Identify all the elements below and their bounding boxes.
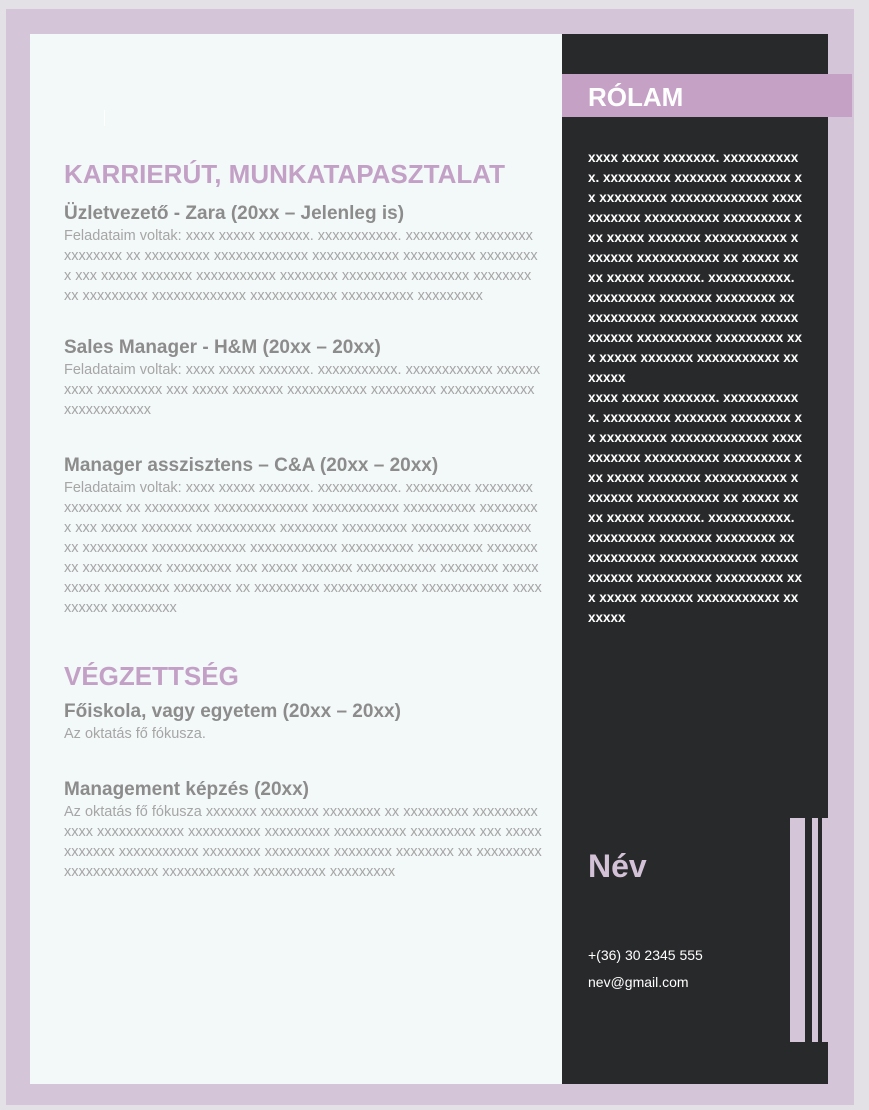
about-paragraph: xxxx xxxxx xxxxxxx. xxxxxxxxxxx. xxxxxxxxx xxxxxxx xxxxxxxx xx xxxxxxxxx xxxxxxxxxxxxx xxxxxxxxxxx xxxxxxxxxx xxxxxxxxx xxx xxxxx xxxxxxx xxxxxxxxxxx xxxxxxx xxxxxxxxxxx xx xxxxx xxxx xxxxx xxxxxxx. xxxxxxxxxxx. xxxxxxxxx xxxxxxx xxxxxxxx xx xxxxxxxxx xxxxxxxxxxxxx xxxxxxxxxxx xxxxxxxxxx xxxxxxxxx xxx xxxxx xxxxxxx xxxxxxxxxxx xxxxxxx bbox=[588, 150, 802, 385]
sidebar-panel-tail bbox=[790, 1042, 828, 1084]
job-entry bbox=[64, 202, 542, 306]
education-entry bbox=[64, 700, 542, 744]
about-paragraph: xxxx xxxxx xxxxxxx. xxxxxxxxxxx. xxxxxxxxx xxxxxxx xxxxxxxx xx xxxxxxxxx xxxxxxxxxxxxx xxxxxxxxxxx xxxxxxxxxx xxxxxxxxx xxx xxxxx xxxxxxx xxxxxxxxxxx xxxxxxx xxxxxxxxxxx xx xxxxx xxxx xxxxx xxxxxxx. xxxxxxxxxxx. xxxxxxxxx xxxxxxx xxxxxxxx xx xxxxxxxxx xxxxxxxxxxxxx xxxxxxxxxxx xxxxxxxxxx xxxxxxxxx xxx xxxxx xxxxxxx xxxxxxxxxxx xxxxxxx bbox=[588, 390, 802, 625]
phone-number: +(36) 30 2345 555 bbox=[588, 947, 703, 963]
education-description: Az oktatás fő fókusza. bbox=[64, 726, 206, 742]
about-text bbox=[588, 148, 803, 628]
about-heading: RÓLAM bbox=[588, 82, 684, 112]
education-title: Főiskola, vagy egyetem (20xx – 20xx) bbox=[64, 701, 401, 722]
education-entry bbox=[64, 778, 542, 882]
person-name: Név bbox=[588, 848, 647, 884]
sidebar-stripe bbox=[805, 818, 812, 1042]
job-description: Feladataim voltak: xxxx xxxxx xxxxxxx. xxxxxxxxxxx. xxxxxxxxxxxx xxxxxxxxxx xxxxxxxxx xxx xxxxx xxxxxxx xxxxxxxxxxx xxxxxxxxx xxxxxxxxxxxxx xxxxxxxxxxxx bbox=[64, 362, 541, 418]
education-description: Az oktatás fő fókusza xxxxxxx xxxxxxxx xxxxxxxx xx xxxxxxxxx xxxxxxxxxxxxx xxxxxxxxxxxx xxxxxxxxxx xxxxxxxxx xxxxxxxxxx xxxxxxxxx xxx xxxxx xxxxxxx xxxxxxxxxxx xxxxxxxx xxxxxxxxx xxxxxxxx xxxxxxxx xx xxxxxxxxx xxxxxxxxxxxxx xxxxxxxxxxxx xxxxxxxxxx xxxxxxxxx bbox=[64, 804, 542, 880]
career-heading: KARRIERÚT, MUNKATAPASZTALAT bbox=[64, 159, 505, 189]
education-title: Management képzés (20xx) bbox=[64, 779, 309, 800]
job-title: Üzletvezető - Zara (20xx – Jelenleg is) bbox=[64, 203, 405, 224]
job-title: Manager asszisztens – C&A (20xx – 20xx) bbox=[64, 455, 439, 476]
main-content bbox=[64, 158, 542, 882]
job-entry bbox=[64, 336, 542, 420]
job-entry bbox=[64, 454, 542, 618]
education-heading: VÉGZETTSÉG bbox=[64, 661, 239, 691]
sidebar-stripe bbox=[818, 818, 822, 1042]
job-description: Feladataim voltak: xxxx xxxxx xxxxxxx. xxxxxxxxxxx. xxxxxxxxx xxxxxxxx xxxxxxxx xx xxxxxxxxx xxxxxxxxxxxxx xxxxxxxxxxxx xxxxxxxxxx xxxxxxxxx xxx xxxxx xxxxxxx xxxxxxxxxxx xxxxxxxx xxxxxxxxx xxxxxxxx xxxxxxxx xx xxxxxxxxx xxxxxxxxxxxxx xxxxxxxxxxxx xxxxxxxxxx xxxxxxxxx xxxxxxxxx xxxxxxxxxxx xxxxxxxxx xxx xxxxx xxxxxxx xxxxxxxxxxx xxxxxxxx xxxxxxxxxx xxxxxxxxx xxxxxxxx xx xxxxxxxxx xxxxxxxxxxxxx xxxxxxxxxxxx xxxxxxxxxx xxxxxxxxx bbox=[64, 480, 542, 616]
email-address: nev@gmail.com bbox=[588, 974, 689, 990]
job-title: Sales Manager - H&M (20xx – 20xx) bbox=[64, 337, 381, 358]
job-description: Feladataim voltak: xxxx xxxxx xxxxxxx. xxxxxxxxxxx. xxxxxxxxx xxxxxxxx xxxxxxxx xx xxxxxxxxx xxxxxxxxxxxxx xxxxxxxxxxxx xxxxxxxxxx xxxxxxxxx xxx xxxxx xxxxxxx xxxxxxxxxxx xxxxxxxx xxxxxxxxx xxxxxxxx xxxxxxxx xx xxxxxxxxx xxxxxxxxxxxxx xxxxxxxxxxxx xxxxxxxxxx xxxxxxxxx bbox=[64, 228, 538, 304]
text-cursor bbox=[104, 110, 105, 126]
